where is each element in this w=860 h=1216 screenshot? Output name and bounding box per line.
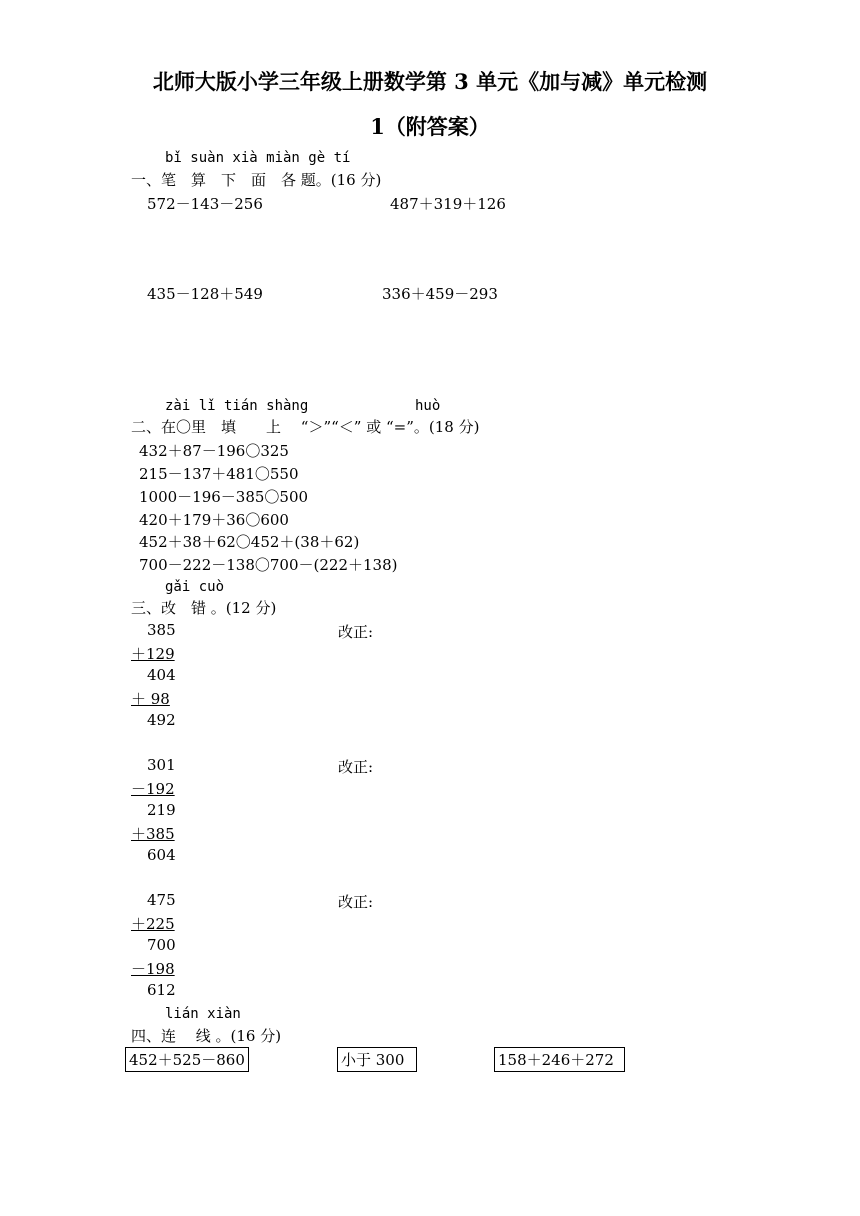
section2-heading: 二、在〇里 填 上 “＞”“＜” 或 “=”。(18 分): [131, 418, 480, 436]
section1-problem: 336＋459－293: [382, 285, 498, 303]
match-box[interactable]: 452＋525－860: [125, 1047, 249, 1072]
title-line-2: 1（附答案）: [370, 114, 490, 139]
section1-problem: 572－143－256: [147, 195, 263, 213]
section3-heading: 三、改 错 。(12 分): [131, 599, 277, 617]
vertical-calc-line: 385: [147, 621, 176, 639]
match-box[interactable]: 小于 300: [337, 1047, 417, 1072]
vertical-calc-line: ＋385: [131, 825, 175, 843]
section1-heading: 一、笔 算 下 面 各 题。(16 分): [131, 171, 382, 189]
vertical-calc-line: 604: [147, 846, 176, 864]
vertical-calc-line: 492: [147, 711, 176, 729]
vertical-calc-line: ＋129: [131, 645, 175, 663]
vertical-calc-line: 612: [147, 981, 176, 999]
section1-problem: 435－128＋549: [147, 285, 263, 303]
compare-item: 215－137＋481〇550: [139, 465, 299, 483]
correction-label: 改正:: [338, 758, 374, 776]
section2-pinyin: zài lǐ tián shàng: [165, 398, 309, 414]
title-line-1: 北师大版小学三年级上册数学第 3 单元《加与减》单元检测: [152, 69, 708, 94]
correction-label: 改正:: [338, 623, 374, 641]
correction-label: 改正:: [338, 893, 374, 911]
vertical-calc-line: －198: [131, 960, 175, 978]
section4-heading: 四、连 线 。(16 分): [131, 1027, 282, 1045]
match-box[interactable]: 158＋246＋272: [494, 1047, 625, 1072]
vertical-calc-line: 475: [147, 891, 176, 909]
section1-pinyin: bǐ suàn xià miàn gè tí: [165, 150, 351, 166]
section3-pinyin: gǎi cuò: [165, 579, 225, 595]
vertical-calc-line: ＋225: [131, 915, 175, 933]
section2-pinyin-huo: huò: [415, 398, 441, 414]
compare-item: 1000－196－385〇500: [139, 488, 309, 506]
vertical-calc-line: 219: [147, 801, 176, 819]
vertical-calc-line: ＋ 98: [131, 690, 170, 708]
vertical-calc-line: 700: [147, 936, 176, 954]
vertical-calc-line: 404: [147, 666, 176, 684]
compare-item: 432＋87－196〇325: [139, 442, 289, 460]
section1-problem: 487＋319＋126: [390, 195, 506, 213]
compare-item: 700－222－138〇700－(222＋138): [139, 556, 398, 574]
compare-item: 420＋179＋36〇600: [139, 511, 289, 529]
vertical-calc-line: －192: [131, 780, 175, 798]
compare-item: 452＋38＋62〇452＋(38＋62): [139, 533, 360, 551]
section4-pinyin: lián xiàn: [165, 1006, 241, 1022]
vertical-calc-line: 301: [147, 756, 176, 774]
